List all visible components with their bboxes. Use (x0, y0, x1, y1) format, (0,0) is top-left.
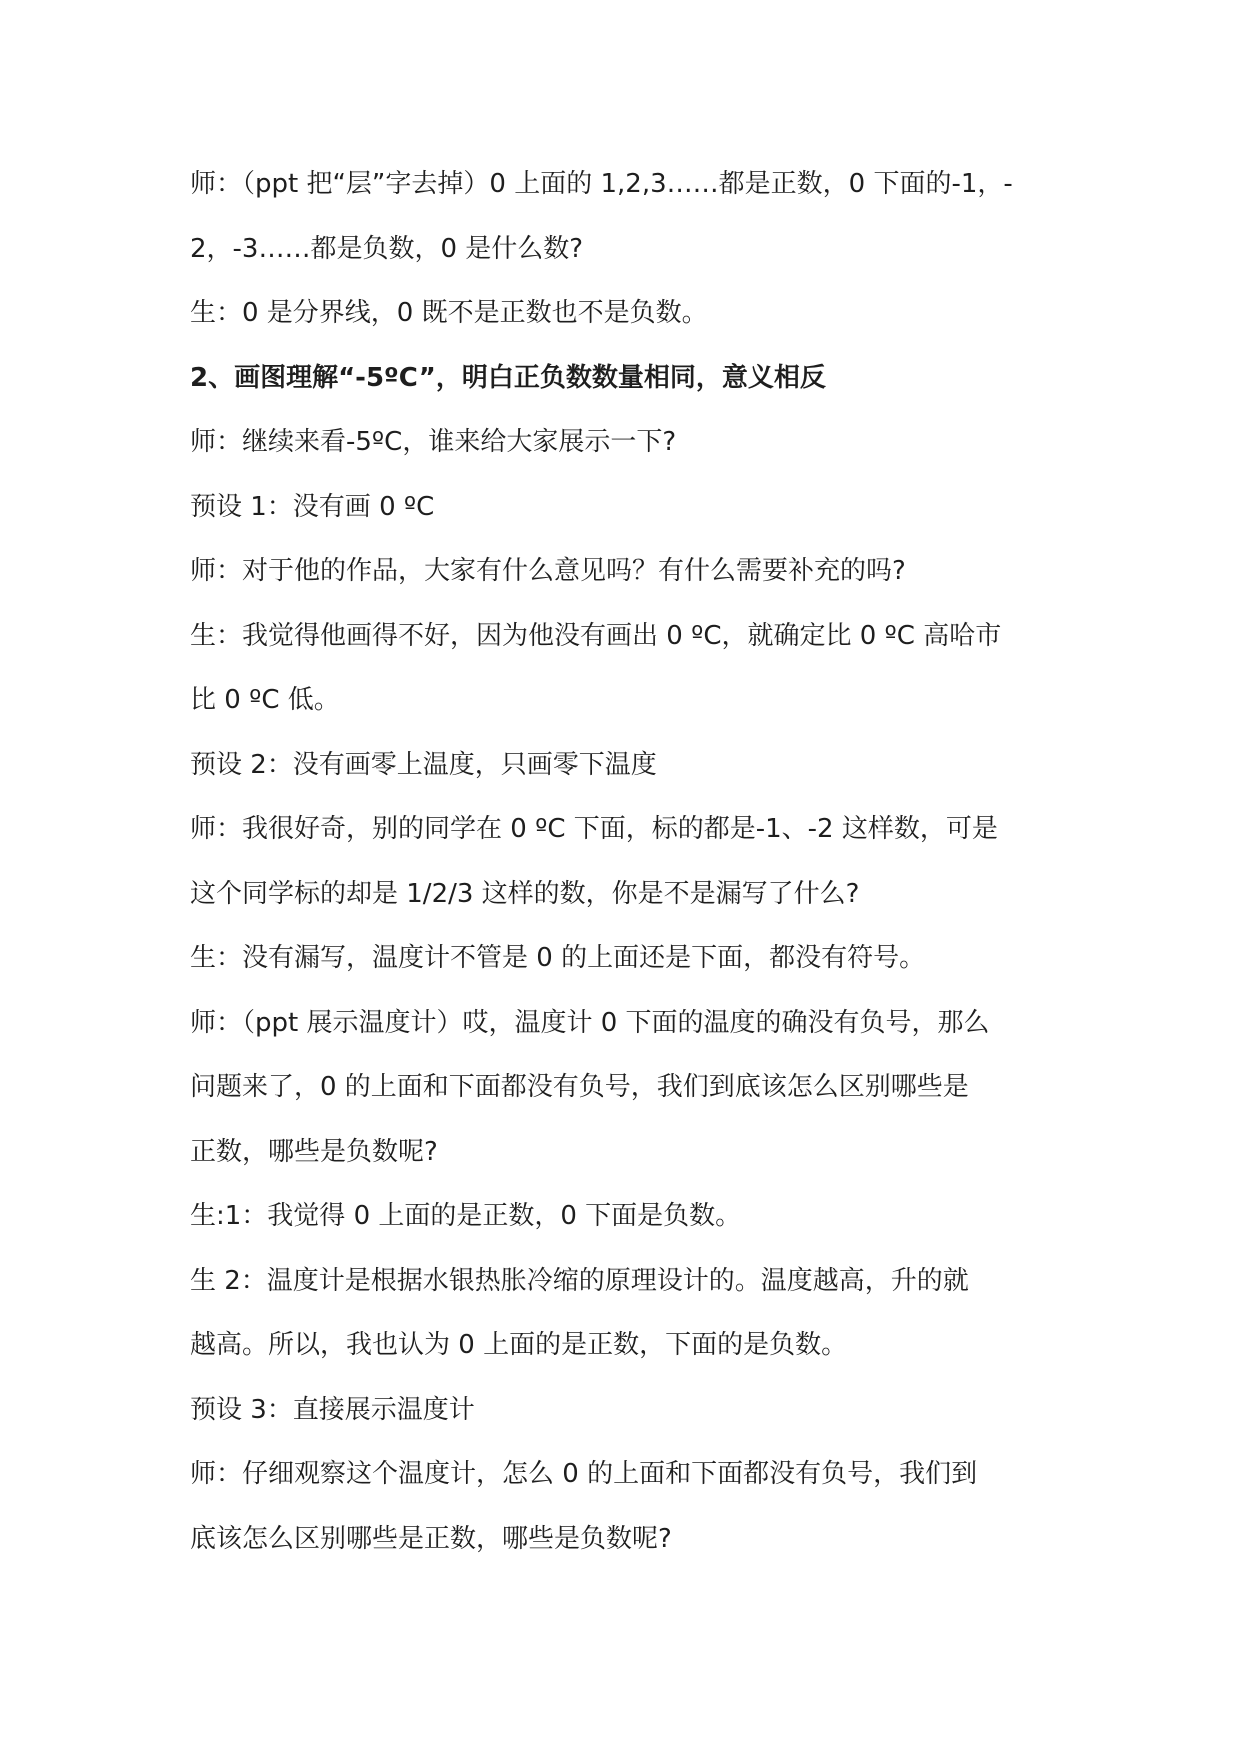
text-line: 师：继续来看-5ºC，谁来给大家展示一下? (190, 427, 677, 457)
text-line: 正数，哪些是负数呢? (190, 1136, 438, 1167)
text-line: 问题来了，0 的上面和下面都没有负号，我们到底该怎么区别哪些是 (190, 1072, 969, 1102)
text-line: 预设 2：没有画零上温度，只画零下温度 (190, 749, 657, 780)
text-line: 师：我很好奇，别的同学在 0 ºC 下面，标的都是-1、-2 这样数，可是 (190, 814, 998, 844)
text-line: 预设 3：直接展示温度计 (190, 1394, 475, 1425)
text-line: 生:1：我觉得 0 上面的是正数，0 下面是负数。 (190, 1201, 742, 1231)
text-line: 底该怎么区别哪些是正数，哪些是负数呢? (190, 1523, 672, 1554)
text-line: 师：（ppt 把“层”字去掉）0 上面的 1,2,3……都是正数，0 下面的-1，- (190, 169, 1013, 199)
text-line: 师：（ppt 展示温度计）哎，温度计 0 下面的温度的确没有负号，那么 (190, 1007, 990, 1038)
section-heading: 2、画图理解“-5ºC”，明白正负数数量相同，意义相反 (190, 362, 826, 393)
text-line: 预设 1：没有画 0 ºC (190, 491, 435, 522)
text-line: 2，-3……都是负数，0 是什么数? (190, 233, 584, 264)
text-line: 这个同学标的却是 1/2/3 这样的数，你是不是漏写了什么? (190, 878, 860, 909)
text-line: 生 2：温度计是根据水银热胀冷缩的原理设计的。温度越高，升的就 (190, 1265, 969, 1296)
text-line: 越高。所以，我也认为 0 上面的是正数，下面的是负数。 (190, 1330, 848, 1360)
text-line: 比 0 ºC 低。 (190, 685, 340, 715)
text-line: 生：没有漏写，温度计不管是 0 的上面还是下面，都没有符号。 (190, 943, 926, 973)
text-line: 师：仔细观察这个温度计，怎么 0 的上面和下面都没有负号，我们到 (190, 1459, 978, 1489)
text-line: 生：0 是分界线，0 既不是正数也不是负数。 (190, 298, 708, 328)
text-line: 生：我觉得他画得不好，因为他没有画出 0 ºC，就确定比 0 ºC 高哈市 (190, 620, 1002, 651)
text-line: 师：对于他的作品，大家有什么意见吗？有什么需要补充的吗? (190, 556, 906, 586)
